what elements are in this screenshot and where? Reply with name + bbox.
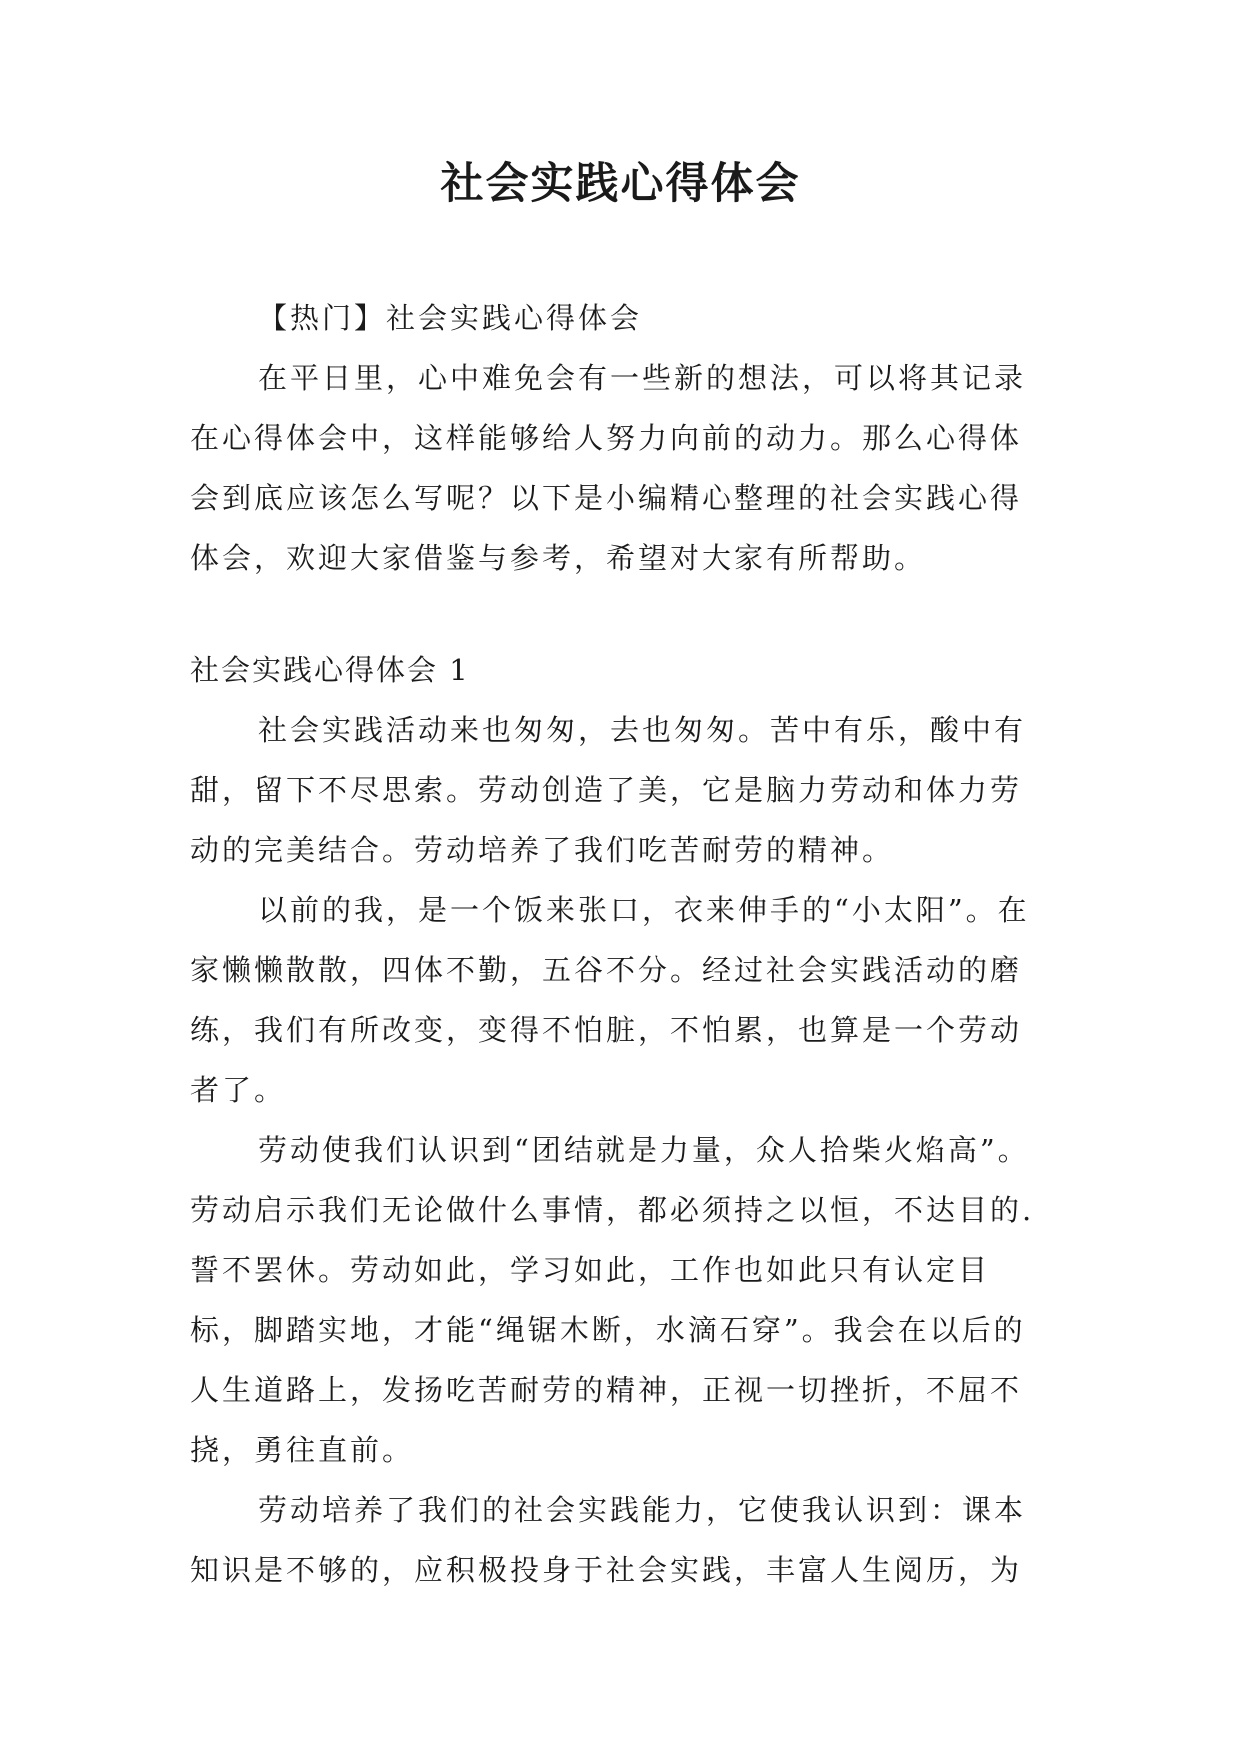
intro-paragraph: 在平日里，心中难免会有一些新的想法，可以将其记录在心得体会中，这样能够给人努力向前的动力。那么心得体会到底应该怎么写呢？以下是小编精心整理的社会实践心得体会，欢迎大家借鉴与参考，希望对大家有所帮助。 [190,361,1027,575]
document-title: 社会实践心得体会 [440,159,801,209]
section-heading: 社会实践心得体会 1 [190,653,470,687]
paragraph-spacer [190,588,1052,640]
body-paragraph-1: 社会实践活动来也匆匆，去也匆匆。苦中有乐，酸中有甜，留下不尽思索。劳动创造了美，它是脑力劳动和体力劳动的完美结合。劳动培养了我们吃苦耐劳的精神。 [190,713,1027,867]
lead-line: 【热门】社会实践心得体会 [258,301,643,335]
body-paragraph-2: 以前的我，是一个饭来张口，衣来伸手的“小太阳”。在家懒懒散散，四体不勤，五谷不分。经过社会实践活动的磨练，我们有所改变，变得不怕脏，不怕累，也算是一个劳动者了。 [190,893,1030,1107]
document-body [190,288,1052,1600]
body-paragraph-4: 劳动培养了我们的社会实践能力，它使我认识到：课本知识是不够的，应积极投身于社会实践，丰富人生阅历，为 [190,1493,1027,1587]
body-paragraph-3: 劳动使我们认识到“团结就是力量，众人拾柴火焰高”。劳动启示我们无论做什么事情，都必须持之以恒，不达目的.誓不罢休。劳动如此，学习如此，工作也如此只有认定目标，脚踏实地，才能“绳锯木断，水滴石穿”。我会在以后的人生道路上，发扬吃苦耐劳的精神，正视一切挫折，不屈不挠，勇往直前。 [190,1133,1035,1467]
